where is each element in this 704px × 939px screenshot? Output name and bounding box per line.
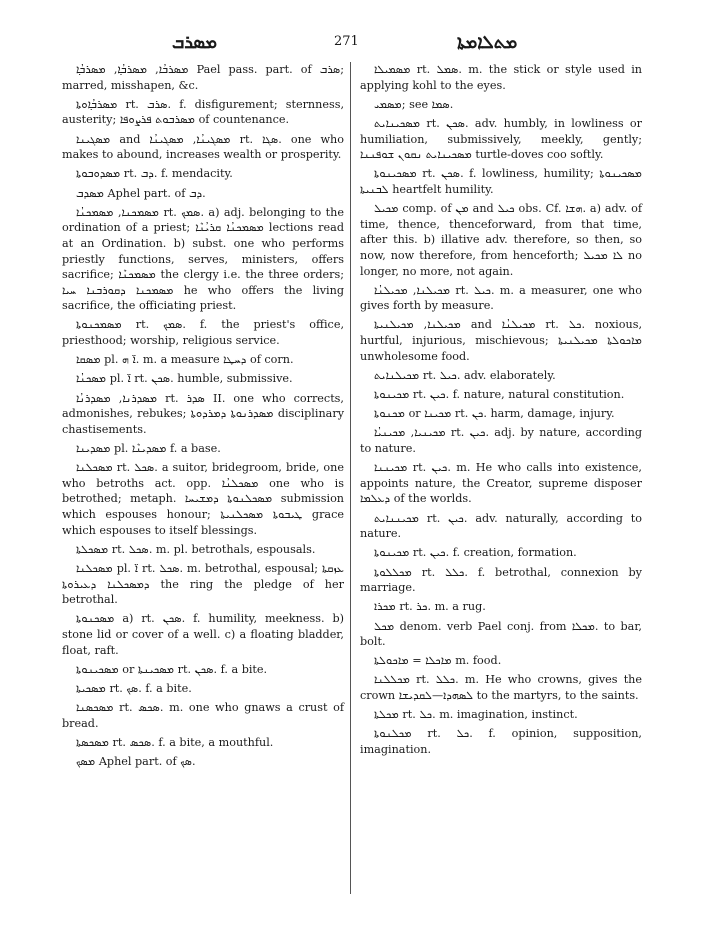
- dictionary-entry: ܡܣܪܒܳܐ݂ܘܬܐ rt. ܣܪܒ. f. disfigurement; sternness, austerity; ܡܣܪܒܘܬ ܦܪܨܘܦܐ of countenance.: [62, 97, 345, 127]
- dictionary-entry: ܡܣܡܟܢܘܬܐ rt. ܣܡܟ. f. the priest's office, priesthood; worship, religious service.: [62, 318, 344, 348]
- dictionary-entry: ܡܟܢܘܬܐ or ܡܟܝܢܐ rt. ܟܢ. harm, damage, injury.: [374, 407, 615, 421]
- dictionary-entry: ܡܟܝܢܢܐ rt. ܟܝܢ. m. He who calls into existence, appoints nature, the Creator, supreme disposer ܕܥܠܡܐ of the worlds.: [360, 461, 642, 506]
- dictionary-entry: ܡܣܟܣܬܐ rt. ܣܟܣ. f. a bite, a mouthful.: [76, 735, 274, 749]
- dictionary-entry: ܡܣܟܣܢܐ rt. ܣܟܣ. m. one who gnaws a crust of bread.: [62, 701, 344, 730]
- dictionary-entry: ܡܣܟ Aphel part. of ܣܟ.: [76, 755, 196, 769]
- dictionary-entry: ܡܟܠ denom. verb Pael conj. from ܡܟܠܐ. to bar, bolt.: [360, 619, 642, 649]
- dictionary-entry: ܡܟܝܠ comp. of ܡܢ and ܟܝܠ obs. Cf. ܗܫܐ. a) adv. of time, thence, thenceforward, from that time, after this. b) illative adv. therefore, so then, so now, now therefore, from henceforth; ܠܐ ܡܟܝܠ no longer, no more, not again.: [360, 202, 642, 278]
- dictionary-entry: ܡܣܕܒ Aphel part. of ܕܒ.: [76, 186, 206, 200]
- entry-columns: [62, 62, 642, 902]
- dictionary-entry: ܡܣܟܝܬܐ rt. ܣܟ. f. a bite.: [76, 681, 192, 695]
- dictionary-entry: ܡܣܡܝܠܐ rt. ܣܡܠ. m. the stick or style used in applying kohl to the eyes.: [360, 63, 642, 92]
- header-left-word: ܡܣܪܒ: [172, 32, 218, 53]
- dictionary-entry: ܡܣܟܢܳܐ pl. ܐ̈ rt. ܣܟܢ. humble, submissive.: [76, 372, 293, 386]
- dictionary-entry: ܡܣܟܠܬܐ rt. ܣܟܠ. m. pl. betrothals, espousals.: [76, 542, 316, 556]
- dictionary-entry: ܡܟܝܢܢܐܝܬ rt. ܟܝܢ. adv. naturally, according to nature.: [360, 511, 642, 541]
- page-number: 271: [334, 34, 359, 49]
- dictionary-entry: ܡܣܡܝ; see ܣܡܐ.: [374, 97, 454, 111]
- dictionary-entry: ܡܣܟܝܢܘܬܐ rt. ܣܟܢ. f. lowliness, humility; ܡܣܟܝܢܘܬܐ ܠܒܢܝܬܐ heartfelt humility.: [360, 167, 642, 196]
- dictionary-entry: ܡܟܠܠܢܐ rt. ܟܠܠ. m. He who crowns, gives the crown ܠܣܗܕܐ—ܠܩܕܝܫܐ to the martyrs, to the saints.: [360, 673, 643, 703]
- dictionary-entry: ܡܣܓܝܢܐ and ܡܣܓܝܢܳܐ, ܡܣܓܝܢܳܐ rt. ܣܓܐ. one who makes to abound, increases wealth or prosperity.: [62, 132, 344, 162]
- dictionary-entry: ܡܟܠܢܘܬܐ rt. ܟܠ. f. opinion, supposition, imagination.: [360, 727, 642, 757]
- dictionary-entry: ܡܣܟܠܢܐ rt. ܣܟܠ. a suitor, bridegroom, bride, one who betroths act. opp. ܡܣܟܠܢܳܐ one who is betrothed; metaph. ܡܣܟܠܢܘܬܐ ܕܡܫܝܚܐ submission which espouses honour; ܛܝܒܘܬܐ ܡܣܟܠܢܝܬܐ grace which espouses to itself blessings.: [62, 461, 345, 537]
- dictionary-entry: ܡܟܠܠܘܬܐ rt. ܟܠܠ. f. betrothal, connexion by marriage.: [360, 565, 643, 595]
- dictionary-entry: ܡܣܕܝܢܐ pl. ܡܣܕܝܢܶܐ f. a base.: [76, 442, 221, 455]
- column-divider: [350, 62, 351, 894]
- dictionary-page: [62, 30, 642, 900]
- dictionary-entry: ܡܣܪܒܳܐ, ܡܣܪܒܳܐ݂, ܡܣܪܒܳܐ݂ Pael pass. part. of ܣܪܒ; marred, misshapen, &c.: [62, 63, 345, 92]
- dictionary-entry: ܡܣܟܝܢܘܬܐ or ܡܣܟܝܢܬܐ rt. ܣܟܢ. f. a bite.: [76, 662, 268, 676]
- dictionary-entry: ܡܣܟܝܢܐܝܬ rt. ܣܟܢ. adv. humbly, in lowliness or humiliation, submissively, meekly, gently; ܡܣܟܝܢܐܝܬ ܢܩܘܢ ܫܘܦܢܢܐ turtle-doves coo softly.: [360, 116, 642, 162]
- dictionary-entry: ܡܟܝܠܢܐ, ܡܟܝܠܢܳܐ rt. ܟܝܠ. m. a measurer, one who gives forth by measure.: [360, 283, 642, 313]
- header-right-word: ܡܬܠܐܡܬܐ: [457, 32, 518, 53]
- page-header: [62, 30, 642, 60]
- dictionary-entry: ܡܟܝܢܝܐ, ܡܟܝܢܝܳܐ rt. ܟܝܢ. adj. by nature, according to nature.: [360, 426, 643, 455]
- dictionary-entry: ܡܟܪܐ rt. ܟܪ. m. a rug.: [374, 600, 486, 614]
- dictionary-entry: ܡܟܝܠܢܐ, ܡܟܝܠܢܝܬܐ and ܡܟܝܠܢܳܐ rt. ܟܠ. noxious, hurtful, injurious, mischievous; ܡܐܟܘܠܬܐ ܡܟܝܠܢܝܬܐ unwholesome food.: [360, 318, 642, 363]
- dictionary-entry: ܡܣܡܟܢܐ, ܡܣܡܟܢܳܐ rt. ܣܡܟ. a) adj. belonging to the ordination of a priest; ܡܣܡܟܢܳܐ ܩܪܝܳܢܶܐ lections read at an Ordination. b) subst. one who performs priestly functions, serves, ministers, offers sacrifice; ܡܣܡܟܢܶܐ the clergy i.e. the three orders; ܡܣܡܟܢܐ ܕܩܘܪܒܢܐ ܚܝܐ he who offers the living sacrifice, the officiating priest.: [62, 205, 344, 313]
- dictionary-entry: ܡܣܕܘܒܘܬܐ rt. ܕܒ. f. mendacity.: [76, 167, 233, 181]
- right-column: [360, 62, 642, 761]
- dictionary-entry: ܡܣܟܢܘܬܐ a) rt. ܣܟܢ. f. humility, meekness. b) stone lid or cover of a well. c) a floating bladder, float, raft.: [62, 612, 344, 657]
- dictionary-entry: ܡܟܝܠܢܐܝܬ rt. ܟܝܠ. adv. elaborately.: [374, 368, 556, 382]
- dictionary-entry: ܡܟܠܬܐ rt. ܟܠ. m. imagination, instinct.: [374, 708, 578, 722]
- dictionary-entry: ܡܣܩܐ pl. ܐ̈ ܗ. m. a measure ܕܚܛܐ of corn.: [76, 353, 294, 367]
- dictionary-entry: ܡܐܟܠܐ = ܡܐܟܘܠܬܐ m. food.: [374, 654, 502, 668]
- left-column: [62, 62, 344, 773]
- dictionary-entry: ܡܣܕܪܢܐ, ܡܣܕܪܢܳܐ rt. ܣܕܪ II. one who corrects, admonishes, rebukes; ܡܣܕܪܢܘܬܐ ܕܡܪܕܘܬܐ disciplinary chastisements.: [62, 391, 345, 436]
- dictionary-entry: ܡܟܝܢܘܬܐ rt. ܟܝܢ. f. creation, formation.: [374, 546, 577, 560]
- dictionary-entry: ܡܟܝܢܘܬܐ rt. ܟܝܢ. f. nature, natural constitution.: [374, 388, 625, 402]
- dictionary-entry: ܡܣܟܠܢܐ pl. ܐ̈ rt. ܣܟܠ. m. betrothal, espousal; ܥܙܩܬܐ ܕܡܣܟܠܢܐ ܕܥܝܪܘܬܐ the ring the pledge of her betrothal.: [62, 561, 344, 607]
